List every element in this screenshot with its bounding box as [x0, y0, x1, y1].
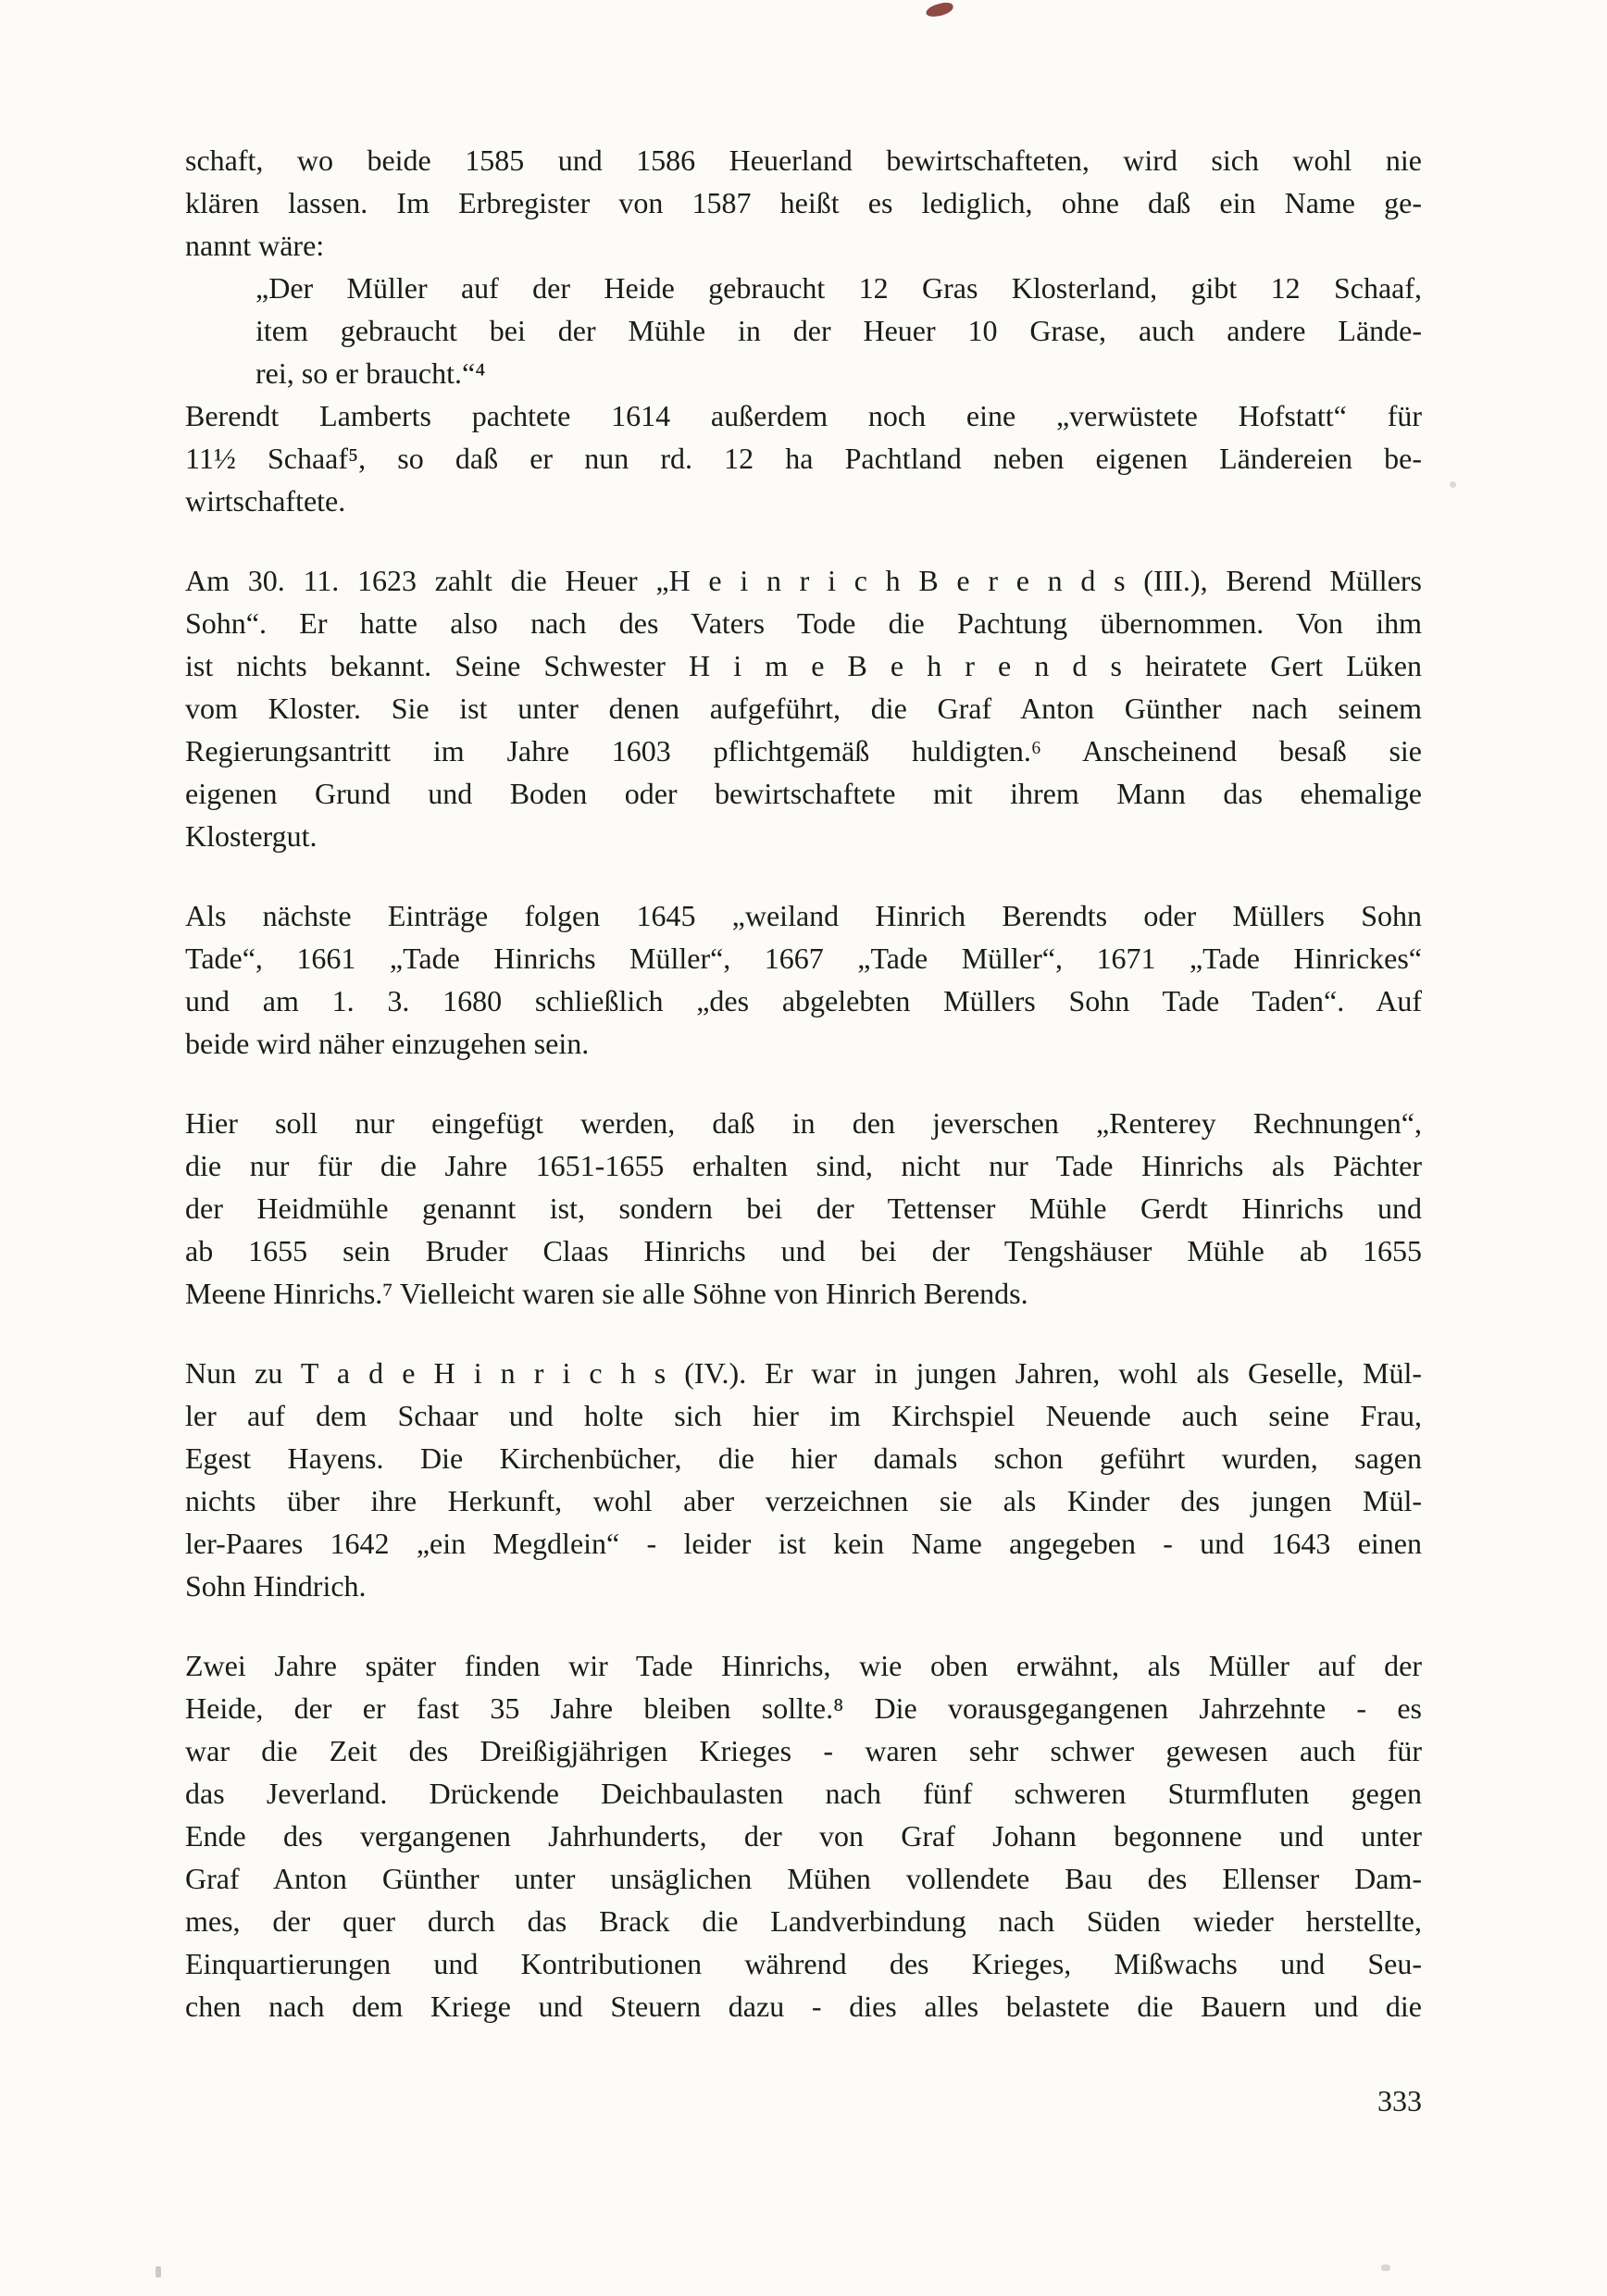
- text-line: chen nach dem Kriege und Steuern dazu - dies alles belastete die Bauern und die: [185, 1990, 1422, 2023]
- text-line: vom Kloster. Sie ist unter denen aufgeführt, die Graf Anton Günther nach seinem: [185, 692, 1422, 725]
- text-line: Klostergut.: [185, 819, 318, 853]
- text-line: und am 1. 3. 1680 schließlich „des abgelebten Müllers Sohn Tade Taden“. Auf: [185, 984, 1422, 1017]
- text-line: Nun zu T a d e H i n r i c h s (IV.). Er war in jungen Jahren, wohl als Geselle, Mül-: [185, 1356, 1422, 1390]
- text-line: mes, der quer durch das Brack die Landverbindung nach Süden wieder herstellte,: [185, 1904, 1422, 1938]
- text-line: rei, so er braucht.“⁴: [255, 356, 486, 390]
- text-line: der Heidmühle genannt ist, sondern bei der Tettenser Mühle Gerdt Hinrichs und: [185, 1192, 1422, 1225]
- text-line: Heide, der er fast 35 Jahre bleiben sollte.⁸ Die vorausgegangenen Jahrzehnte - es: [185, 1691, 1422, 1725]
- body-paragraph: [185, 559, 1422, 857]
- text-line: Egest Hayens. Die Kirchenbücher, die hier damals schon geführt wurden, sagen: [185, 1441, 1422, 1475]
- text-line: Ende des vergangenen Jahrhunderts, der von Graf Johann begonnene und unter: [185, 1819, 1422, 1853]
- text-line: das Jeverland. Drückende Deichbaulasten nach fünf schweren Sturmfluten gegen: [185, 1777, 1422, 1810]
- text-line: klären lassen. Im Erbregister von 1587 heißt es lediglich, ohne daß ein Name ge-: [185, 186, 1422, 219]
- text-line: Tade“, 1661 „Tade Hinrichs Müller“, 1667 „Tade Müller“, 1671 „Tade Hinrickes“: [185, 942, 1422, 975]
- text-line: Als nächste Einträge folgen 1645 „weiland Hinrich Berendts oder Müllers Sohn: [185, 899, 1422, 932]
- text-line: 11½ Schaaf⁵, so daß er nun rd. 12 ha Pachtland neben eigenen Ländereien be-: [185, 442, 1422, 475]
- text-line: Sohn“. Er hatte also nach des Vaters Tode die Pachtung übernommen. Von ihm: [185, 606, 1422, 640]
- text-line: item gebraucht bei der Mühle in der Heuer 10 Grase, auch andere Lände-: [255, 314, 1422, 347]
- text-line: Einquartierungen und Kontributionen während des Krieges, Mißwachs und Seu-: [185, 1947, 1422, 1980]
- text-line: Sohn Hindrich.: [185, 1569, 367, 1603]
- text-line: ab 1655 sein Bruder Claas Hinrichs und bei der Tengshäuser Mühle ab 1655: [185, 1234, 1422, 1267]
- body-paragraph: [185, 394, 1422, 522]
- text-line: schaft, wo beide 1585 und 1586 Heuerland bewirtschafteten, wird sich wohl nie: [185, 144, 1422, 177]
- text-line: eigenen Grund und Boden oder bewirtschaftete mit ihrem Mann das ehemalige: [185, 777, 1422, 810]
- scan-artifact-speck: [1450, 481, 1456, 488]
- text-line: Meene Hinrichs.⁷ Vielleicht waren sie alle Söhne von Hinrich Berends.: [185, 1277, 1028, 1310]
- text-line: Graf Anton Günther unter unsäglichen Mühen vollendete Bau des Ellenser Dam-: [185, 1862, 1422, 1895]
- text-line: die nur für die Jahre 1651-1655 erhalten sind, nicht nur Tade Hinrichs als Pächter: [185, 1149, 1422, 1182]
- text-line: ler-Paares 1642 „ein Megdlein“ - leider ist kein Name angegeben - und 1643 einen: [185, 1527, 1422, 1560]
- body-paragraph: [185, 1644, 1422, 2028]
- text-line: Berendt Lamberts pachtete 1614 außerdem noch eine „verwüstete Hofstatt“ für: [185, 399, 1422, 432]
- body-paragraph: [185, 139, 1422, 267]
- text-line: war die Zeit des Dreißigjährigen Krieges - waren sehr schwer gewesen auch für: [185, 1734, 1422, 1767]
- text-line: ler auf dem Schaar und holte sich hier im Kirchspiel Neuende auch seine Frau,: [185, 1399, 1422, 1432]
- text-line: wirtschaftete.: [185, 484, 346, 518]
- text-line: Am 30. 11. 1623 zahlt die Heuer „H e i n r i c h B e r e n d s (III.), Berend Müllers: [185, 564, 1422, 597]
- text-line: nichts über ihre Herkunft, wohl aber verzeichnen sie als Kinder des jungen Mül-: [185, 1484, 1422, 1517]
- page-number: 333: [1377, 2084, 1422, 2117]
- text-line: Hier soll nur eingefügt werden, daß in den jeverschen „Renterey Rechnungen“,: [185, 1106, 1422, 1140]
- text-block: [185, 139, 1422, 2028]
- text-line: „Der Müller auf der Heide gebraucht 12 Gras Klosterland, gibt 12 Schaaf,: [255, 271, 1422, 305]
- text-line: Regierungsantritt im Jahre 1603 pflichtgemäß huldigten.⁶ Anscheinend besaß sie: [185, 734, 1422, 767]
- text-line: ist nichts bekannt. Seine Schwester H i m e B e h r e n d s heiratete Gert Lüken: [185, 649, 1422, 682]
- scan-artifact-ink-mark: [925, 1, 954, 19]
- text-line: beide wird näher einzugehen sein.: [185, 1027, 590, 1060]
- body-paragraph: [185, 1102, 1422, 1315]
- body-paragraph: [185, 1352, 1422, 1607]
- scan-artifact-speck: [1381, 2265, 1390, 2271]
- quote-paragraph: [185, 267, 1422, 394]
- scan-artifact-speck: [156, 2266, 161, 2277]
- body-paragraph: [185, 894, 1422, 1065]
- text-line: nannt wäre:: [185, 229, 325, 262]
- text-line: Zwei Jahre später finden wir Tade Hinrichs, wie oben erwähnt, als Müller auf der: [185, 1649, 1422, 1682]
